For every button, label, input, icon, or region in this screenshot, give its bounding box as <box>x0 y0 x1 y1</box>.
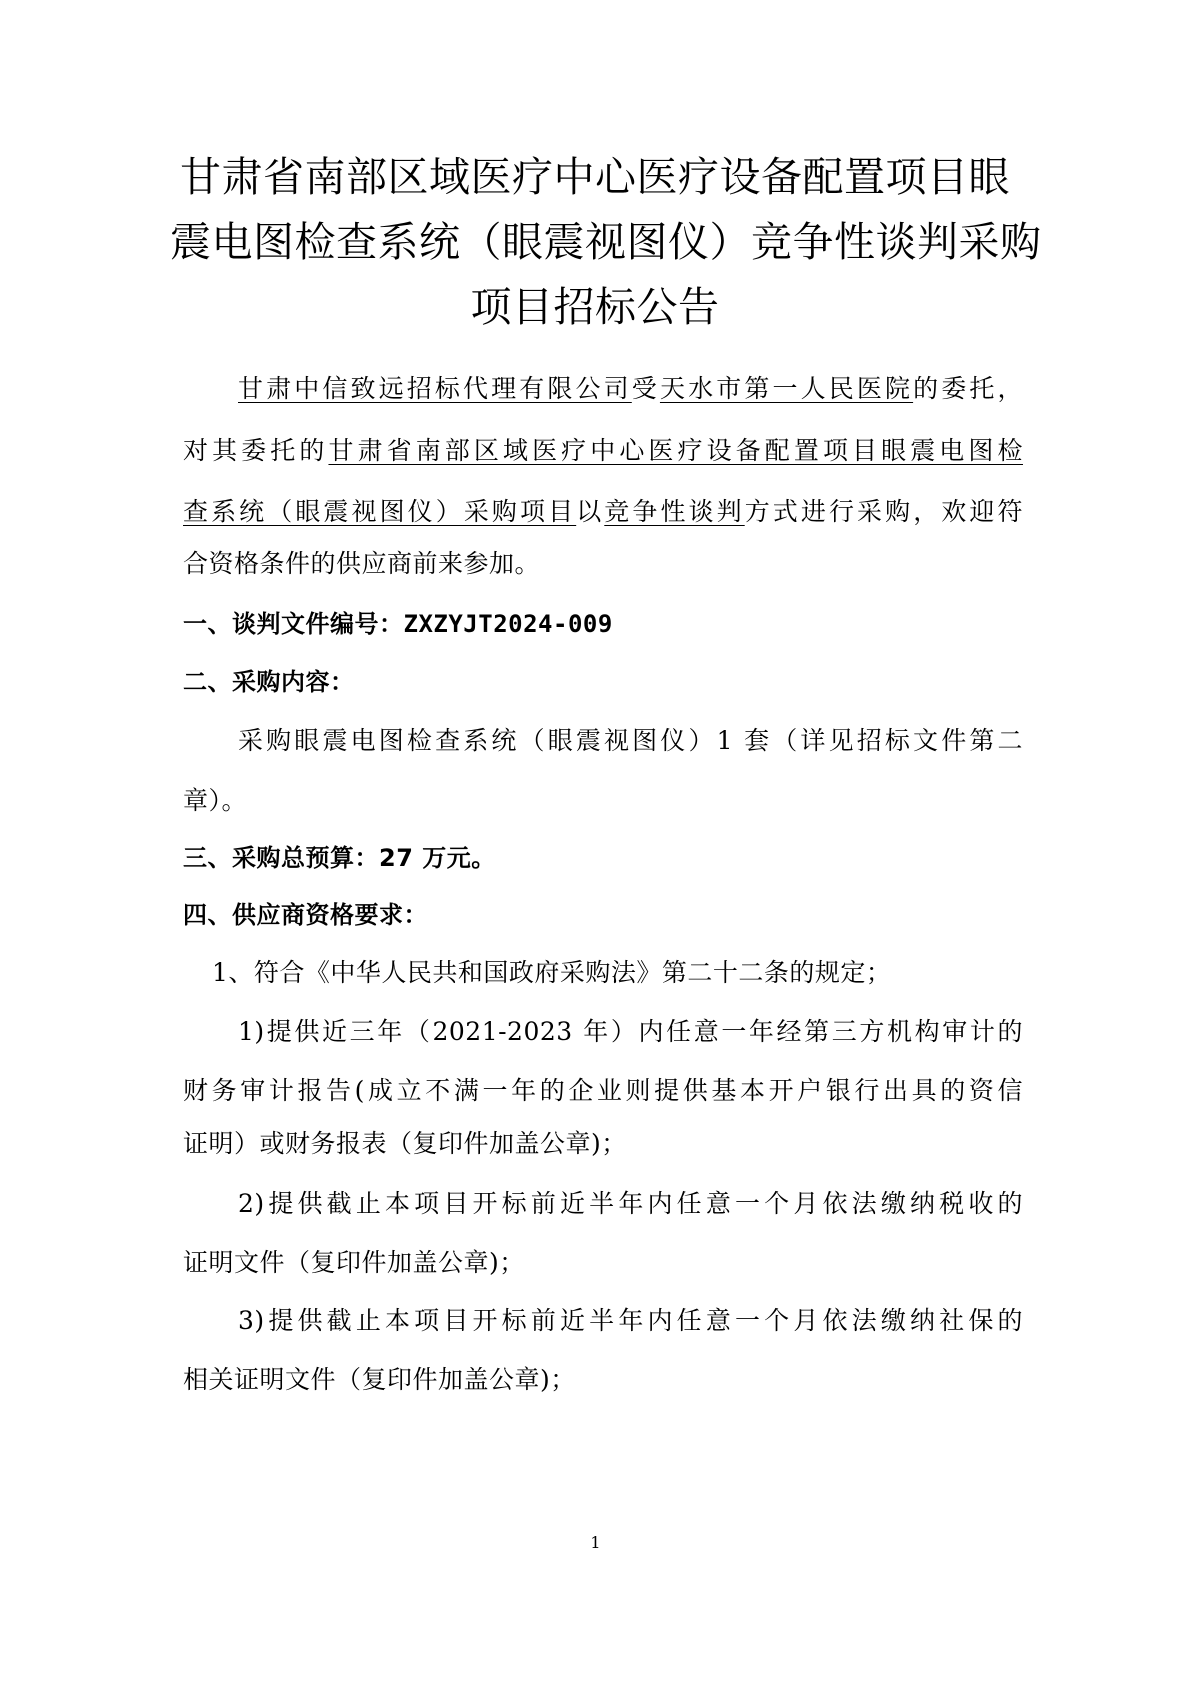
project-name-part-2: 查系统（眼震视图仪）采购项目 <box>183 497 577 526</box>
procurement-method: 竞争性谈判 <box>604 497 745 526</box>
section-3-heading: 三、采购总预算：27 万元。 <box>183 844 496 872</box>
section-4-heading: 四、供应商资格要求： <box>183 901 428 929</box>
document-title-line-3: 项目招标公告 <box>470 283 720 331</box>
client-name: 天水市第一人民医院 <box>659 374 914 403</box>
project-name-part-1: 甘肃省南部区域医疗中心医疗设备配置项目眼震电图检 <box>328 436 1023 465</box>
agency-name: 甘肃中信致远招标代理有限公司 <box>238 374 632 403</box>
intro-line-1: 甘肃中信致远招标代理有限公司受天水市第一人民医院的委托， <box>238 374 1023 403</box>
section-4-sub-3-line-2: 相关证明文件（复印件加盖公章)； <box>183 1365 576 1394</box>
section-2-line-1: 采购眼震电图检查系统（眼震视图仪）1 套（详见招标文件第二 <box>238 726 1023 755</box>
page-number: 1 <box>590 1533 601 1552</box>
section-2-line-2: 章）。 <box>183 786 248 815</box>
document-title-line-2: 震电图检查系统（眼震视图仪）竞争性谈判采购 <box>170 218 1042 266</box>
document-number: ZXZYJT2024-009 <box>403 610 613 638</box>
document-title-line-1: 甘肃省南部区域医疗中心医疗设备配置项目眼 <box>180 153 1010 201</box>
intro-line-3: 查系统（眼震视图仪）采购项目以竞争性谈判方式进行采购，欢迎符 <box>183 497 1023 526</box>
intro-line-4: 合资格条件的供应商前来参加。 <box>183 549 541 578</box>
section-4-item-1: 1、符合《中华人民共和国政府采购法》第二十二条的规定； <box>212 958 892 987</box>
section-1-heading: 一、谈判文件编号：ZXZYJT2024-009 <box>183 610 613 638</box>
section-2-heading: 二、采购内容： <box>183 668 355 696</box>
section-4-sub-1-line-2: 财务审计报告(成立不满一年的企业则提供基本开户银行出具的资信 <box>183 1076 1023 1105</box>
section-4-sub-2-line-2: 证明文件（复印件加盖公章)； <box>183 1248 525 1277</box>
intro-line-2: 对其委托的甘肃省南部区域医疗中心医疗设备配置项目眼震电图检 <box>183 436 1023 465</box>
section-4-sub-2-line-1: 2)提供截止本项目开标前近半年内任意一个月依法缴纳税收的 <box>238 1189 1023 1218</box>
section-4-sub-1-line-1: 1)提供近三年（2021-2023 年）内任意一年经第三方机构审计的 <box>238 1017 1023 1046</box>
section-4-sub-3-line-1: 3)提供截止本项目开标前近半年内任意一个月依法缴纳社保的 <box>238 1306 1023 1335</box>
section-4-sub-1-line-3: 证明）或财务报表（复印件加盖公章)； <box>183 1129 627 1158</box>
